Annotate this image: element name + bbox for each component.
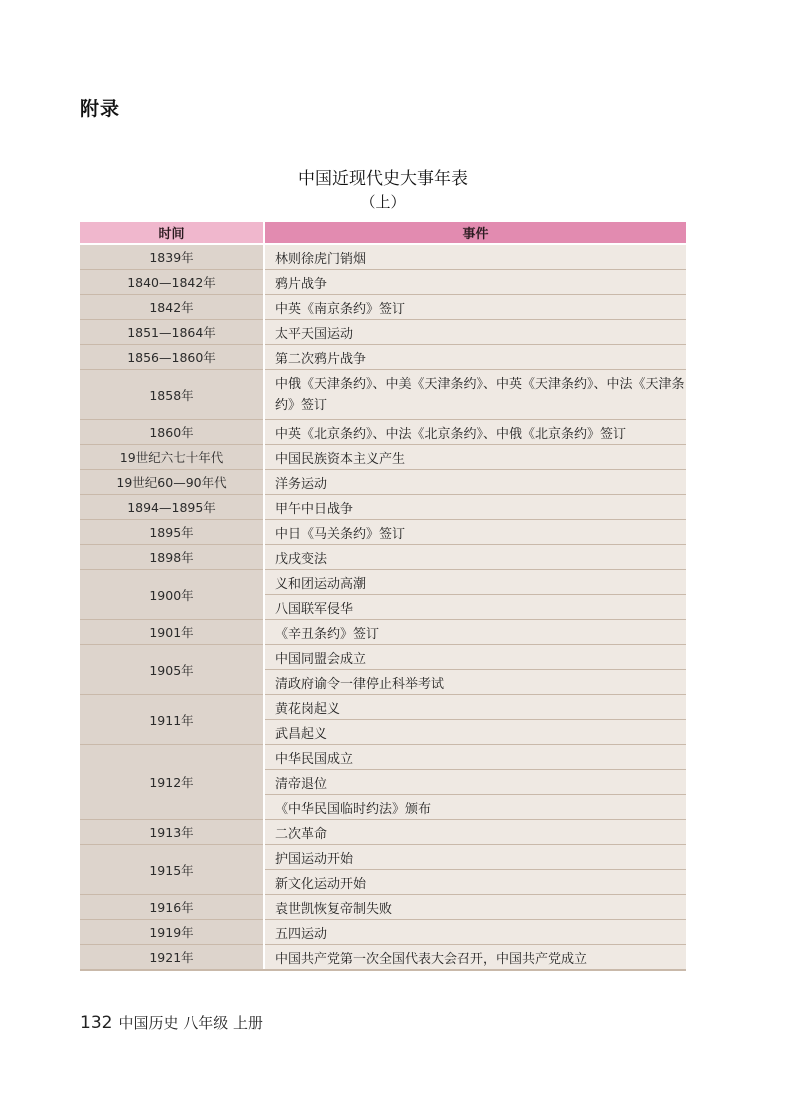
table-header-row <box>80 222 686 244</box>
time-cell: 1895年 <box>80 520 264 545</box>
time-cell: 1860年 <box>80 420 264 445</box>
event-cell: 五四运动 <box>264 920 686 945</box>
event-cell: 中英《北京条约》、中法《北京条约》、中俄《北京条约》签订 <box>264 420 686 445</box>
header-event: 事件 <box>264 222 686 244</box>
table-row <box>80 470 686 495</box>
time-cell: 1858年 <box>80 370 264 420</box>
event-cell: 鸦片战争 <box>264 270 686 295</box>
page-number: 132 <box>80 1013 113 1033</box>
table-row <box>80 920 686 945</box>
event-cell: 中俄《天津条约》、中美《天津条约》、中英《天津条约》、中法《天津条约》签订 <box>264 370 686 420</box>
time-cell: 1898年 <box>80 545 264 570</box>
table-subtitle: （上） <box>360 193 406 211</box>
event-cell: 中国民族资本主义产生 <box>264 445 686 470</box>
event-cell: 中华民国成立 <box>264 745 686 770</box>
time-cell: 1919年 <box>80 920 264 945</box>
event-cell: 中国同盟会成立 <box>264 645 686 670</box>
event-cell: 中国共产党第一次全国代表大会召开，中国共产党成立 <box>264 945 686 971</box>
table-row <box>80 645 686 670</box>
event-cell: 护国运动开始 <box>264 845 686 870</box>
table-row <box>80 820 686 845</box>
table-row <box>80 745 686 770</box>
table-title-block <box>80 168 686 212</box>
table-row <box>80 520 686 545</box>
event-cell: 武昌起义 <box>264 720 686 745</box>
table-row <box>80 270 686 295</box>
event-cell: 洋务运动 <box>264 470 686 495</box>
event-cell: 袁世凯恢复帝制失败 <box>264 895 686 920</box>
table-row <box>80 570 686 595</box>
table-row <box>80 345 686 370</box>
time-cell: 1921年 <box>80 945 264 971</box>
time-cell: 1913年 <box>80 820 264 845</box>
event-cell: 义和团运动高潮 <box>264 570 686 595</box>
page-footer <box>80 1012 263 1033</box>
table-row <box>80 945 686 971</box>
time-cell: 1916年 <box>80 895 264 920</box>
time-cell: 1839年 <box>80 244 264 270</box>
event-cell: 清帝退位 <box>264 770 686 795</box>
header-time: 时间 <box>80 222 264 244</box>
time-cell: 1856—1860年 <box>80 345 264 370</box>
event-cell: 戊戌变法 <box>264 545 686 570</box>
table-row <box>80 620 686 645</box>
book-title: 中国历史 八年级 上册 <box>118 1014 263 1032</box>
time-cell: 1900年 <box>80 570 264 620</box>
table-row <box>80 495 686 520</box>
table-row <box>80 295 686 320</box>
time-cell: 1901年 <box>80 620 264 645</box>
event-cell: 甲午中日战争 <box>264 495 686 520</box>
table-row <box>80 895 686 920</box>
event-cell: 中英《南京条约》签订 <box>264 295 686 320</box>
event-cell: 林则徐虎门销烟 <box>264 244 686 270</box>
event-cell: 中日《马关条约》签订 <box>264 520 686 545</box>
table-row <box>80 695 686 720</box>
event-cell: 太平天国运动 <box>264 320 686 345</box>
event-cell: 《辛丑条约》签订 <box>264 620 686 645</box>
table-row <box>80 320 686 345</box>
time-cell: 19世纪60—90年代 <box>80 470 264 495</box>
table-row <box>80 244 686 270</box>
event-cell: 第二次鸦片战争 <box>264 345 686 370</box>
event-cell: 新文化运动开始 <box>264 870 686 895</box>
table-row <box>80 845 686 870</box>
appendix-heading: 附录 <box>80 98 121 120</box>
event-cell: 清政府谕令一律停止科举考试 <box>264 670 686 695</box>
time-cell: 19世纪六七十年代 <box>80 445 264 470</box>
chronology-table <box>80 222 686 971</box>
time-cell: 1840—1842年 <box>80 270 264 295</box>
table-row <box>80 445 686 470</box>
time-cell: 1851—1864年 <box>80 320 264 345</box>
time-cell: 1905年 <box>80 645 264 695</box>
event-cell: 《中华民国临时约法》颁布 <box>264 795 686 820</box>
table-title: 中国近现代史大事年表 <box>298 169 468 189</box>
time-cell: 1894—1895年 <box>80 495 264 520</box>
table-row <box>80 420 686 445</box>
table-row <box>80 545 686 570</box>
table-body <box>80 244 686 970</box>
event-cell: 黄花岗起义 <box>264 695 686 720</box>
event-cell: 二次革命 <box>264 820 686 845</box>
time-cell: 1915年 <box>80 845 264 895</box>
table-row <box>80 370 686 420</box>
time-cell: 1911年 <box>80 695 264 745</box>
time-cell: 1842年 <box>80 295 264 320</box>
event-cell: 八国联军侵华 <box>264 595 686 620</box>
time-cell: 1912年 <box>80 745 264 820</box>
